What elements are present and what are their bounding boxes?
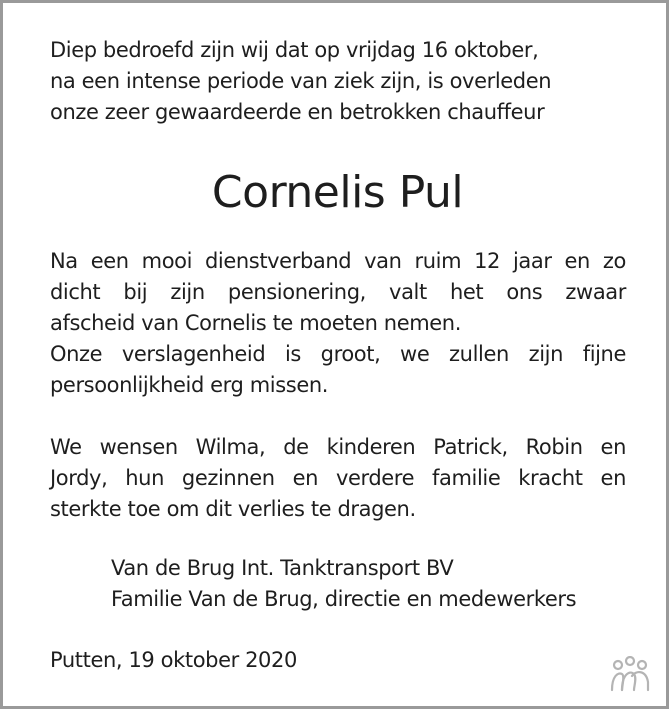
deceased-name: Cornelis Pul (211, 167, 464, 218)
paragraph-line: persoonlijkheid erg missen. (50, 373, 329, 397)
paragraph-line: afscheid van Cornelis te moeten nemen. (50, 311, 461, 335)
paragraph-condolence (50, 432, 626, 525)
paragraph-line: dicht bij zijn pensionering, valt het ons zwaar (50, 280, 626, 304)
paragraph-service (50, 246, 626, 401)
paragraph-line: We wensen Wilma, de kinderen Patrick, Robin en (50, 435, 626, 459)
signatories (111, 553, 576, 615)
place-date: Putten, 19 oktober 2020 (50, 648, 297, 672)
signatory-company: Van de Brug Int. Tanktransport BV (111, 556, 454, 580)
paragraph-line: Jordy, hun gezinnen en verdere familie kracht en (50, 466, 626, 490)
intro-line: Diep bedroefd zijn wij dat op vrijdag 16 oktober, (50, 38, 539, 62)
people-group-icon (610, 656, 650, 692)
paragraph-line: Na een mooi dienstverband van ruim 12 jaar en zo (50, 249, 626, 273)
paragraph-line: Onze verslagenheid is groot, we zullen zijn fijne (50, 342, 626, 366)
intro-line: na een intense periode van ziek zijn, is overleden (50, 69, 552, 93)
intro-line: onze zeer gewaardeerde en betrokken chauffeur (50, 100, 545, 124)
signatory-family: Familie Van de Brug, directie en medewerkers (111, 587, 577, 611)
intro-text (50, 35, 626, 128)
paragraph-line: sterkte toe om dit verlies te dragen. (50, 497, 416, 521)
